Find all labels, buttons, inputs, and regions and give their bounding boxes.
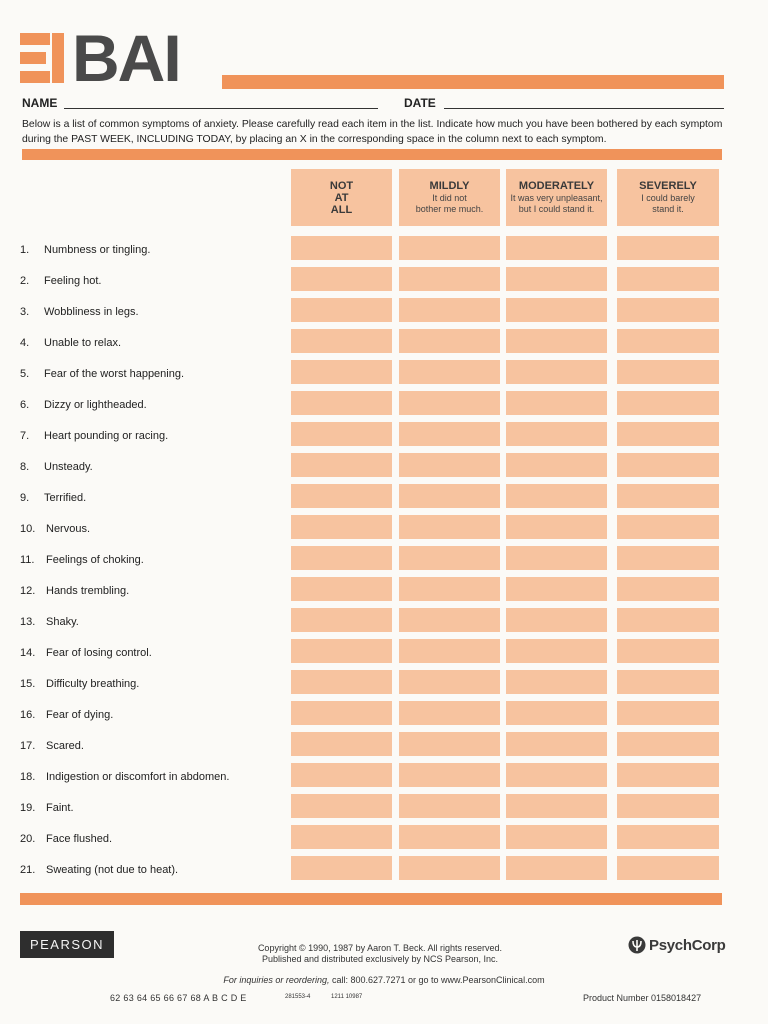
symptom-row [0, 670, 768, 701]
response-cell-mildly[interactable] [399, 763, 500, 787]
item-number: 12. [20, 585, 36, 597]
item-number: 15. [20, 678, 36, 690]
column-description: I could barely stand it. [641, 193, 695, 214]
response-cell-severely[interactable] [617, 608, 719, 632]
response-cell-moderately[interactable] [506, 298, 607, 322]
copyright-line-2: Published and distributed exclusively by NCS Pearson, Inc. [261, 954, 499, 964]
response-cell-not-at-all[interactable] [291, 484, 392, 508]
symptom-row [0, 856, 768, 887]
response-cell-not-at-all[interactable] [291, 577, 392, 601]
column-header-severely [617, 169, 719, 226]
symptom-label: Scared. [46, 740, 84, 752]
response-cell-severely[interactable] [617, 732, 719, 756]
response-cell-severely[interactable] [617, 298, 719, 322]
copyright-notice [210, 943, 550, 965]
response-cell-moderately[interactable] [506, 546, 607, 570]
psychcorp-mark-icon [628, 936, 646, 954]
response-cell-not-at-all[interactable] [291, 422, 392, 446]
symptom-row [0, 391, 768, 422]
response-cell-not-at-all[interactable] [291, 794, 392, 818]
response-cell-moderately[interactable] [506, 422, 607, 446]
item-number: 20. [20, 833, 36, 845]
symptom-label: Nervous. [46, 523, 91, 535]
symptom-row [0, 422, 768, 453]
form-code-1: 281553-4 [285, 994, 311, 1000]
name-field [22, 96, 57, 110]
response-cell-moderately[interactable] [506, 608, 607, 632]
symptom-label: Fear of losing control. [46, 647, 152, 659]
symptom-row [0, 453, 768, 484]
response-cell-not-at-all[interactable] [291, 298, 392, 322]
item-number: 21. [20, 864, 36, 876]
response-cell-moderately[interactable] [506, 577, 607, 601]
response-cell-mildly[interactable] [399, 515, 500, 539]
symptom-label: Feelings of choking. [46, 554, 144, 566]
item-number: 16. [20, 709, 36, 721]
symptom-row [0, 546, 768, 577]
symptom-label: Indigestion or discomfort in abdomen. [46, 771, 230, 783]
response-cell-mildly[interactable] [399, 639, 500, 663]
symptom-row [0, 608, 768, 639]
response-cell-mildly[interactable] [399, 701, 500, 725]
response-cell-moderately[interactable] [506, 639, 607, 663]
response-cell-severely[interactable] [617, 515, 719, 539]
response-cell-moderately[interactable] [506, 701, 607, 725]
symptom-label: Feeling hot. [44, 275, 102, 287]
response-cell-severely[interactable] [617, 701, 719, 725]
psychcorp-text: PsychCorp [649, 936, 726, 954]
column-title: NOT AT ALL [329, 180, 354, 216]
symptom-row [0, 360, 768, 391]
response-cell-moderately[interactable] [506, 360, 607, 384]
symptom-row [0, 267, 768, 298]
symptom-label: Dizzy or lightheaded. [44, 399, 147, 411]
response-cell-severely[interactable] [617, 856, 719, 880]
response-cell-moderately[interactable] [506, 825, 607, 849]
response-cell-moderately[interactable] [506, 856, 607, 880]
item-number: 5. [20, 368, 30, 380]
column-title: SEVERELY [639, 180, 697, 192]
column-title: MODERATELY [518, 180, 595, 192]
response-cell-mildly[interactable] [399, 236, 500, 260]
form-title: BAI [72, 21, 180, 95]
response-cell-severely[interactable] [617, 825, 719, 849]
response-cell-mildly[interactable] [399, 267, 500, 291]
response-cell-mildly[interactable] [399, 577, 500, 601]
response-cell-not-at-all[interactable] [291, 701, 392, 725]
response-cell-not-at-all[interactable] [291, 763, 392, 787]
response-cell-not-at-all[interactable] [291, 546, 392, 570]
form-code-2: 1211 10987 [331, 994, 363, 1000]
response-cell-moderately[interactable] [506, 763, 607, 787]
response-cell-not-at-all[interactable] [291, 856, 392, 880]
response-cell-severely[interactable] [617, 763, 719, 787]
symptom-label: Difficulty breathing. [46, 678, 140, 690]
response-cell-not-at-all[interactable] [291, 391, 392, 415]
date-input-line[interactable] [444, 108, 724, 109]
response-cell-severely[interactable] [617, 267, 719, 291]
response-cell-mildly[interactable] [399, 360, 500, 384]
response-cell-mildly[interactable] [399, 856, 500, 880]
symptom-label: Faint. [46, 802, 74, 814]
symptom-row [0, 763, 768, 794]
response-cell-moderately[interactable] [506, 453, 607, 477]
item-number: 8. [20, 461, 30, 473]
item-number: 11. [20, 554, 35, 566]
response-cell-severely[interactable] [617, 484, 719, 508]
psychcorp-logo [628, 936, 726, 954]
response-cell-mildly[interactable] [399, 391, 500, 415]
date-field [404, 96, 436, 110]
symptom-label: Terrified. [44, 492, 87, 504]
symptom-label: Heart pounding or racing. [44, 430, 169, 442]
response-cell-not-at-all[interactable] [291, 515, 392, 539]
symptom-label: Face flushed. [46, 833, 113, 845]
response-cell-moderately[interactable] [506, 267, 607, 291]
response-cell-mildly[interactable] [399, 329, 500, 353]
copyright-line-1: Copyright © 1990, 1987 by Aaron T. Beck. All rights reserved. [257, 943, 503, 953]
inquiries-line [150, 975, 618, 985]
response-cell-not-at-all[interactable] [291, 639, 392, 663]
response-cell-not-at-all[interactable] [291, 608, 392, 632]
pearson-logo: PEARSON [20, 931, 114, 958]
item-number: 2. [20, 275, 30, 287]
response-cell-moderately[interactable] [506, 391, 607, 415]
symptom-row [0, 577, 768, 608]
column-description: It did not bother me much. [415, 193, 484, 214]
item-number: 18. [20, 771, 36, 783]
date-label: DATE [404, 96, 436, 110]
response-cell-not-at-all[interactable] [291, 236, 392, 260]
symptom-row [0, 515, 768, 546]
response-cell-mildly[interactable] [399, 484, 500, 508]
symptom-row [0, 236, 768, 267]
symptom-row [0, 298, 768, 329]
response-cell-moderately[interactable] [506, 236, 607, 260]
item-number: 4. [20, 337, 30, 349]
response-cell-mildly[interactable] [399, 794, 500, 818]
item-number: 7. [20, 430, 30, 442]
column-description: It was very unpleasant, but I could stand it. [510, 193, 603, 214]
header-accent-bar [222, 75, 724, 89]
bai-logo [20, 21, 180, 95]
symptom-row [0, 825, 768, 856]
symptom-label: Unsteady. [44, 461, 93, 473]
response-cell-not-at-all[interactable] [291, 329, 392, 353]
symptom-label: Numbness or tingling. [44, 244, 151, 256]
response-cell-severely[interactable] [617, 360, 719, 384]
response-cell-mildly[interactable] [399, 422, 500, 446]
item-number: 10. [20, 523, 36, 535]
response-cell-not-at-all[interactable] [291, 825, 392, 849]
item-number: 14. [20, 647, 36, 659]
instructions-accent-bar [22, 149, 722, 160]
symptom-label: Fear of the worst happening. [44, 368, 185, 380]
response-cell-mildly[interactable] [399, 546, 500, 570]
symptom-row [0, 794, 768, 825]
name-input-line[interactable] [64, 108, 378, 109]
item-number: 17. [20, 740, 36, 752]
response-cell-moderately[interactable] [506, 732, 607, 756]
response-cell-not-at-all[interactable] [291, 360, 392, 384]
symptom-row [0, 639, 768, 670]
response-cell-moderately[interactable] [506, 329, 607, 353]
response-cell-severely[interactable] [617, 639, 719, 663]
response-cell-mildly[interactable] [399, 298, 500, 322]
inquiries-contact: call: 800.627.7271 or go to www.PearsonClinical.com [329, 975, 545, 985]
response-cell-moderately[interactable] [506, 515, 607, 539]
column-title: MILDLY [429, 180, 470, 192]
response-cell-severely[interactable] [617, 577, 719, 601]
response-cell-mildly[interactable] [399, 670, 500, 694]
response-cell-severely[interactable] [617, 670, 719, 694]
response-cell-not-at-all[interactable] [291, 453, 392, 477]
response-cell-mildly[interactable] [399, 453, 500, 477]
response-cell-mildly[interactable] [399, 608, 500, 632]
column-header-moderately [506, 169, 607, 226]
column-header-not-at-all [291, 169, 392, 226]
item-number: 6. [20, 399, 30, 411]
response-cell-severely[interactable] [617, 329, 719, 353]
product-number: Product Number 0158018427 [583, 993, 702, 1003]
symptom-row [0, 484, 768, 515]
item-number: 19. [20, 802, 36, 814]
item-number: 13. [20, 616, 36, 628]
response-cell-severely[interactable] [617, 422, 719, 446]
instructions-text: Below is a list of common symptoms of anxiety. Please carefully read each item in the list. Indicate how much you have been bothered by each symptom during the PAST WEEK, INCLUDING TODAY, by placing an X in the corresponding space in the column next to each symptom. [22, 119, 723, 145]
name-label: NAME [22, 96, 58, 110]
symptom-label: Unable to relax. [44, 337, 122, 349]
response-cell-severely[interactable] [617, 794, 719, 818]
response-cell-moderately[interactable] [506, 794, 607, 818]
response-cell-mildly[interactable] [399, 825, 500, 849]
response-cell-mildly[interactable] [399, 732, 500, 756]
item-number: 9. [20, 492, 30, 504]
column-header-mildly [399, 169, 500, 226]
item-number: 3. [20, 306, 30, 318]
response-cell-severely[interactable] [617, 391, 719, 415]
response-cell-severely[interactable] [617, 546, 719, 570]
symptom-row [0, 701, 768, 732]
symptom-label: Hands trembling. [46, 585, 130, 597]
footer-accent-bar [20, 893, 722, 905]
item-number: 1. [20, 244, 30, 256]
print-run-code: 62 63 64 65 66 67 68 A B C D E [110, 993, 247, 1003]
response-cell-severely[interactable] [617, 236, 719, 260]
symptom-row [0, 732, 768, 763]
symptom-label: Wobbliness in legs. [44, 306, 139, 318]
response-cell-not-at-all[interactable] [291, 267, 392, 291]
response-cell-not-at-all[interactable] [291, 670, 392, 694]
logo-mark-icon [20, 31, 64, 85]
symptom-row [0, 329, 768, 360]
response-cell-moderately[interactable] [506, 484, 607, 508]
symptom-label: Fear of dying. [46, 709, 114, 721]
inquiries-italic: For inquiries or reordering, [223, 975, 330, 985]
symptom-label: Shaky. [46, 616, 79, 628]
response-cell-moderately[interactable] [506, 670, 607, 694]
response-cell-severely[interactable] [617, 453, 719, 477]
symptom-label: Sweating (not due to heat). [46, 864, 179, 876]
response-cell-not-at-all[interactable] [291, 732, 392, 756]
